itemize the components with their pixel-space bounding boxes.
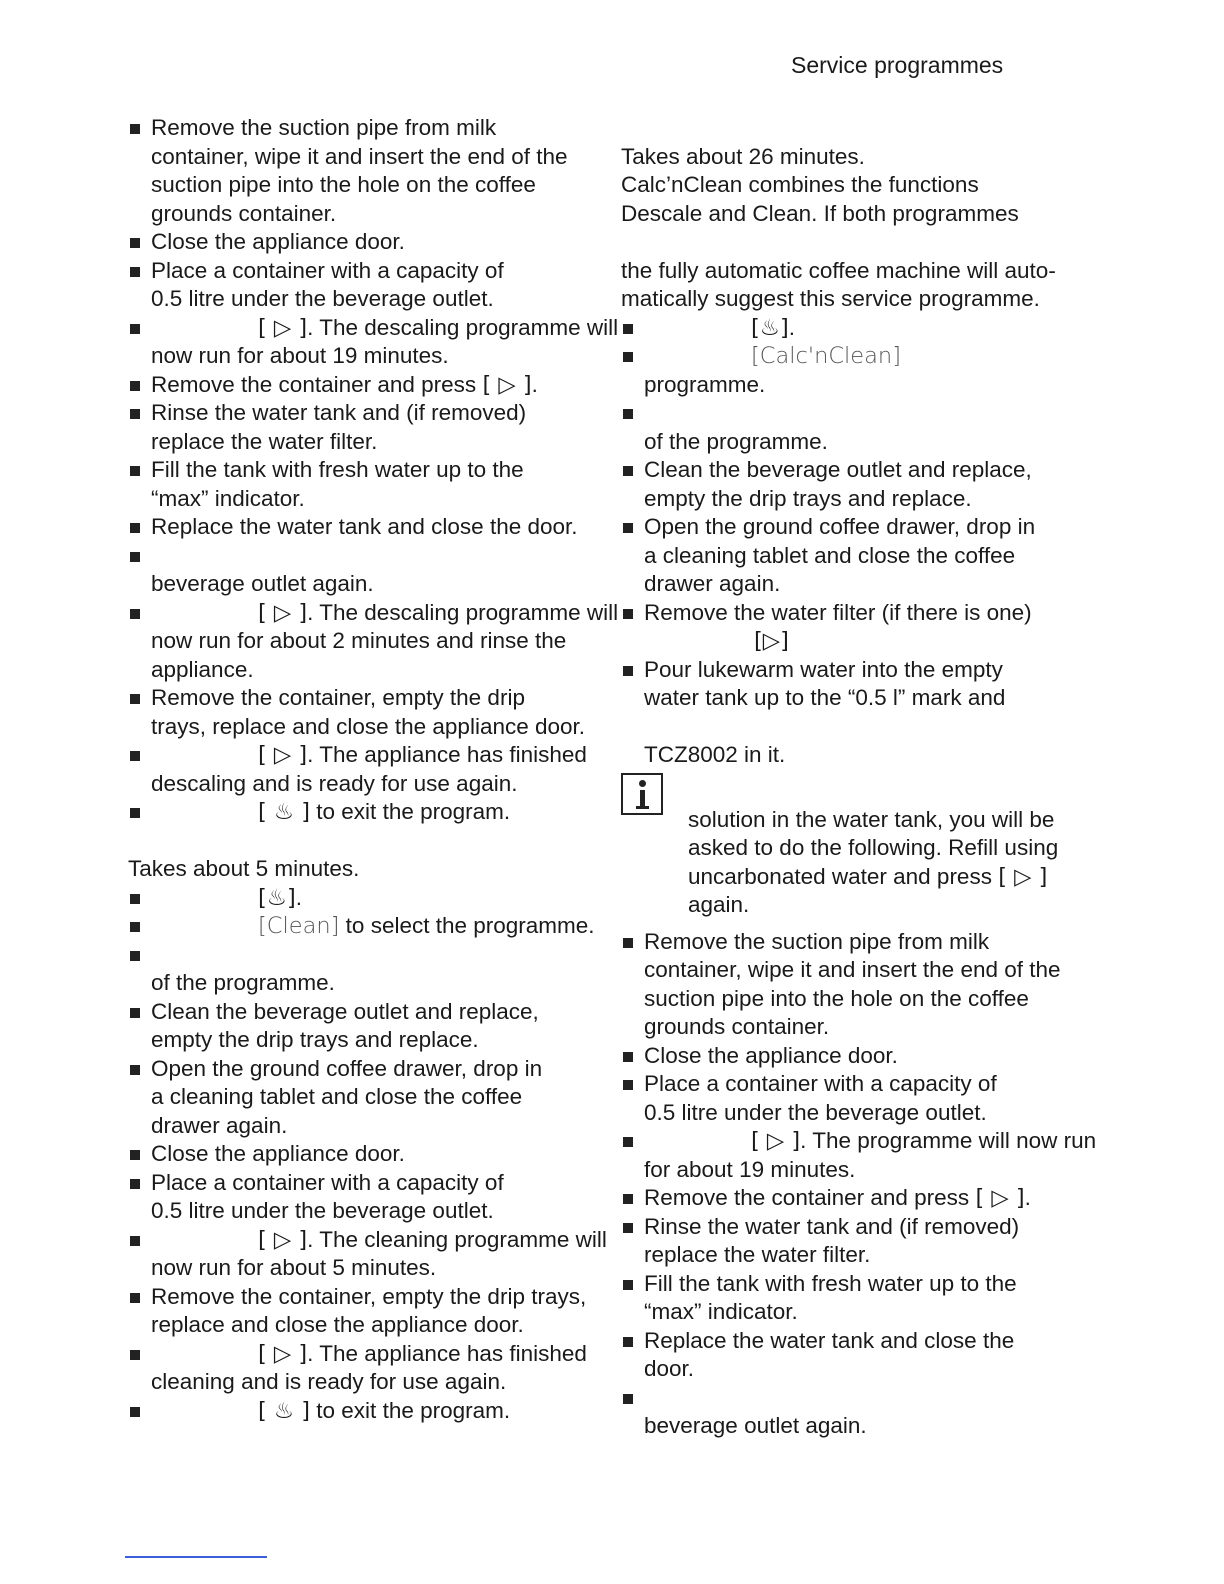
info-icon bbox=[621, 773, 663, 815]
service-button-icon: [♨] bbox=[751, 314, 789, 341]
text-line: replace the water filter. bbox=[151, 428, 378, 454]
list-item: Rinse the water tank and (if removed) bbox=[151, 400, 527, 425]
list-item bbox=[621, 342, 1091, 371]
service-button-icon: [ ♨ ] bbox=[258, 799, 311, 825]
list-item: Open the ground coffee drawer, drop in bbox=[151, 1055, 543, 1081]
text-line: suction pipe into the hole on the coffee bbox=[644, 985, 1029, 1011]
list-item: Place a container with a capacity of bbox=[151, 1169, 504, 1195]
list-item: Remove the container and press [ ▷ ]. bbox=[644, 1185, 1031, 1211]
list-item: [ ▷ ]. The programme will now run bbox=[751, 1128, 1097, 1154]
text-line: solution in the water tank, you will be bbox=[688, 806, 1055, 832]
footer-rule bbox=[125, 1556, 267, 1558]
text-line: beverage outlet again. bbox=[151, 571, 374, 596]
start-button-icon: [ ▷ ] bbox=[258, 742, 308, 768]
text-line: empty the drip trays and replace. bbox=[644, 485, 972, 511]
text-line: trays, replace and close the appliance door. bbox=[151, 713, 586, 739]
text-line: now run for about 2 minutes and rinse the bbox=[151, 628, 567, 653]
list-item: Place a container with a capacity of bbox=[644, 1071, 997, 1096]
left-column bbox=[128, 114, 619, 1425]
list-item: [ ▷ ]. The appliance has finished bbox=[258, 742, 587, 768]
list-item: Close the appliance door. bbox=[644, 1042, 898, 1068]
text-line: a cleaning tablet and close the coffee bbox=[644, 542, 1016, 568]
service-button-icon: [ ♨ ] bbox=[258, 1397, 311, 1424]
text-line: drawer again. bbox=[644, 571, 781, 596]
text-line: appliance. bbox=[151, 656, 254, 682]
text-line: for about 19 minutes. bbox=[644, 1156, 856, 1182]
text-line: water tank up to the “0.5 l” mark and bbox=[644, 685, 1006, 710]
list-item: Remove the suction pipe from milk bbox=[151, 115, 497, 140]
list-item: Close the appliance door. bbox=[151, 1141, 405, 1166]
start-button-icon: [ ▷ ] bbox=[998, 863, 1048, 890]
text-line: of the programme. bbox=[151, 970, 335, 995]
text-line: beverage outlet again. bbox=[644, 1413, 867, 1438]
list-item: [Clean] to select the programme. bbox=[258, 913, 595, 939]
text-line: programme. bbox=[644, 371, 766, 397]
list-item: Remove the water filter (if there is one) bbox=[644, 599, 1032, 625]
text-line: now run for about 5 minutes. bbox=[151, 1255, 437, 1280]
list-item: Fill the tank with fresh water up to the bbox=[644, 1270, 1017, 1296]
text-line: Calc’nClean combines the functions bbox=[621, 172, 979, 197]
text-line: empty the drip trays and replace. bbox=[151, 1027, 479, 1052]
list-item: [ ▷ ]. The descaling programme will bbox=[258, 314, 619, 341]
display-text-calcnclean: [Calc'nClean] bbox=[751, 343, 901, 369]
info-note bbox=[621, 806, 1091, 920]
list-item: Replace the water tank and close the bbox=[644, 1327, 1015, 1353]
text-line: Takes about 26 minutes. bbox=[621, 143, 865, 169]
text-line: 0.5 litre under the beverage outlet. bbox=[151, 1198, 494, 1223]
text-line: the fully automatic coffee machine will auto- bbox=[621, 257, 1056, 283]
text-line: asked to do the following. Refill using bbox=[688, 835, 1059, 860]
list-item bbox=[128, 542, 598, 571]
list-item: Close the appliance door. bbox=[151, 229, 405, 254]
list-item: Remove the container, empty the drip trays, bbox=[151, 1283, 587, 1309]
start-button-icon: [ ▷ ] bbox=[258, 599, 308, 626]
start-button-icon: [ ▷ ] bbox=[751, 1128, 801, 1154]
list-item: Rinse the water tank and (if removed) bbox=[644, 1213, 1020, 1239]
text-line: Takes about 5 minutes. bbox=[128, 856, 360, 881]
text-line: matically suggest this service programme. bbox=[621, 286, 1040, 311]
text-line bbox=[621, 627, 1091, 656]
start-button-icon: [ ▷ ] bbox=[258, 1340, 308, 1367]
list-item: [ ▷ ]. The appliance has finished bbox=[258, 1340, 587, 1367]
text-line: again. bbox=[688, 892, 750, 917]
text-line: uncarbonated water and press [ ▷ ] bbox=[688, 863, 1048, 890]
text-line: replace the water filter. bbox=[644, 1242, 871, 1267]
start-button-icon: [ ▷ ] bbox=[258, 1226, 308, 1253]
text-line: a cleaning tablet and close the coffee bbox=[151, 1084, 523, 1109]
list-item: Remove the suction pipe from milk bbox=[644, 928, 990, 954]
text-line: drawer again. bbox=[151, 1112, 288, 1138]
list-item: Clean the beverage outlet and replace, bbox=[151, 998, 539, 1024]
list-item: [ ▷ ]. The cleaning programme will bbox=[258, 1226, 607, 1253]
text-line: suction pipe into the hole on the coffee bbox=[151, 172, 536, 197]
list-item: Place a container with a capacity of bbox=[151, 257, 504, 283]
text-line: 0.5 litre under the beverage outlet. bbox=[644, 1099, 987, 1125]
list-item: [ ▷ ]. The descaling programme will bbox=[258, 599, 619, 626]
list-item: [♨]. bbox=[258, 884, 302, 911]
text-line: door. bbox=[644, 1356, 695, 1381]
list-item: Open the ground coffee drawer, drop in bbox=[644, 514, 1036, 539]
list-item: Remove the container and press [ ▷ ]. bbox=[151, 371, 538, 398]
text-line: now run for about 19 minutes. bbox=[151, 343, 449, 368]
text-line: grounds container. bbox=[151, 200, 337, 226]
list-item: Remove the container, empty the drip bbox=[151, 685, 525, 710]
text-line: grounds container. bbox=[644, 1014, 830, 1039]
text-line: of the programme. bbox=[644, 428, 828, 454]
text-line: TCZ8002 in it. bbox=[644, 742, 786, 767]
text-line: container, wipe it and insert the end of the bbox=[151, 143, 568, 169]
start-button-icon: [ ▷ ] bbox=[258, 314, 308, 341]
text-line: “max” indicator. bbox=[644, 1299, 798, 1324]
list-item: [ ♨ ] to exit the program. bbox=[258, 1397, 511, 1424]
start-button-icon: [ ▷ ] bbox=[975, 1185, 1025, 1211]
display-text-clean: [Clean] bbox=[258, 913, 340, 939]
text-line: descaling and is ready for use again. bbox=[151, 770, 518, 796]
running-header: Service programmes bbox=[791, 52, 1004, 78]
list-item bbox=[621, 1384, 1091, 1413]
list-item: Fill the tank with fresh water up to the bbox=[151, 457, 524, 482]
text-line: 0.5 litre under the beverage outlet. bbox=[151, 286, 494, 311]
service-button-icon: [♨] bbox=[258, 884, 296, 911]
list-item: [♨]. bbox=[751, 314, 795, 341]
start-button-icon: [▷] bbox=[754, 628, 789, 654]
list-item bbox=[128, 941, 598, 970]
list-item: [ ♨ ] to exit the program. bbox=[258, 799, 511, 825]
text-line: container, wipe it and insert the end of the bbox=[644, 957, 1061, 982]
list-item bbox=[621, 399, 1091, 428]
text-line: replace and close the appliance door. bbox=[151, 1312, 524, 1337]
text-line: cleaning and is ready for use again. bbox=[151, 1369, 507, 1394]
right-column bbox=[621, 114, 1097, 1441]
list-item: Pour lukewarm water into the empty bbox=[644, 656, 1003, 682]
text-line: Descale and Clean. If both programmes bbox=[621, 200, 1019, 226]
text-line: “max” indicator. bbox=[151, 485, 305, 511]
list-item: Replace the water tank and close the door. bbox=[151, 514, 578, 539]
list-item: Clean the beverage outlet and replace, bbox=[644, 457, 1032, 482]
start-button-icon: [ ▷ ] bbox=[482, 371, 532, 398]
